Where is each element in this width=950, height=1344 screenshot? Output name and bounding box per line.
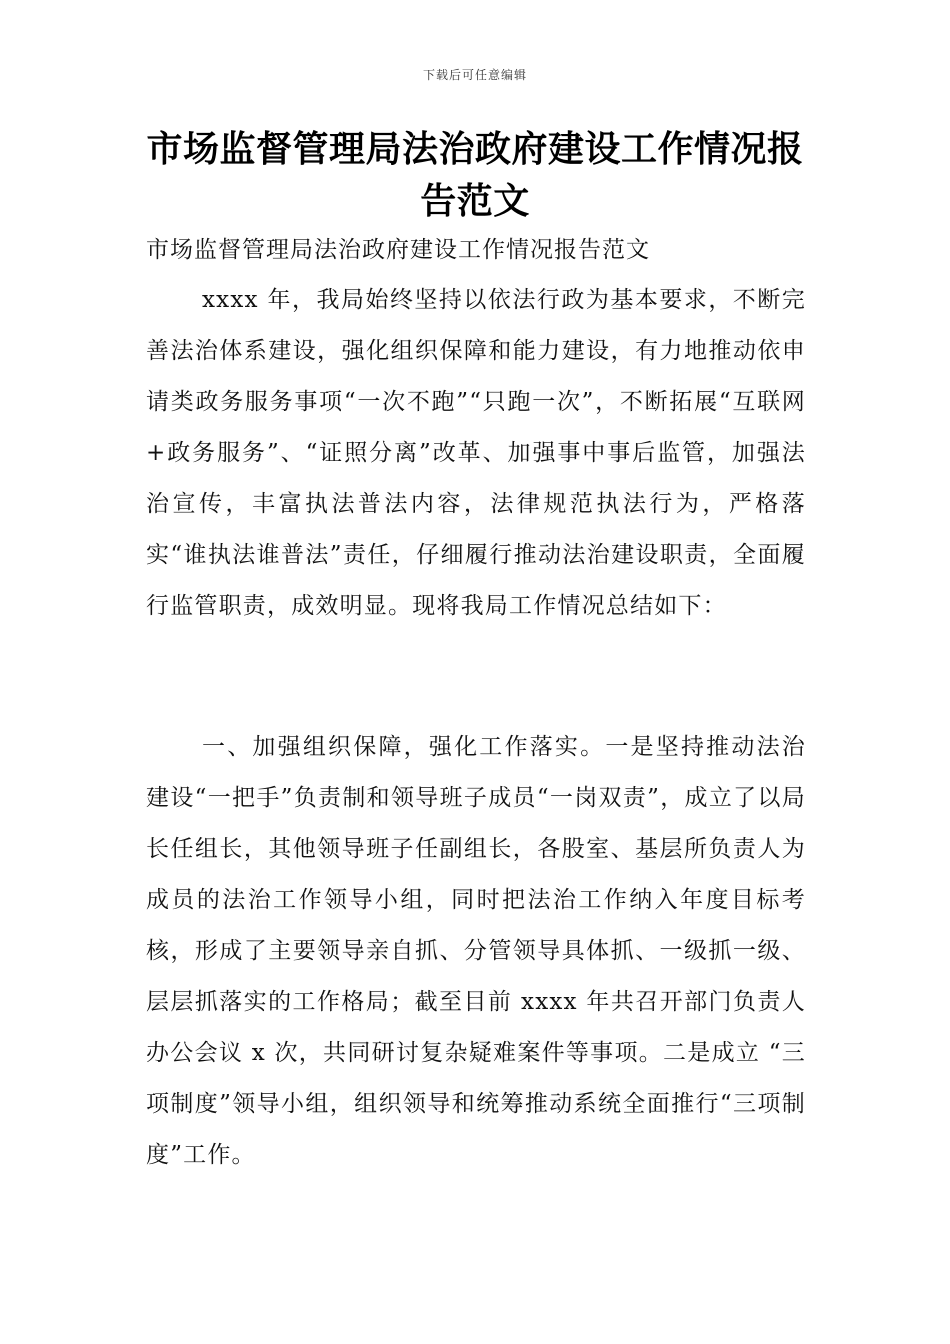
document-subtitle: 市场监督管理局法治政府建设工作情况报告范文 [146, 237, 650, 263]
document-title: 市场监督管理局法治政府建设工作情况报告范文 [146, 129, 804, 222]
body-paragraph-section-1: 一、加强组织保障，强化工作落实。一是坚持推动法治建设“一把手”负责制和领导班子成员“一岗双责”，成立了以局长任组长，其他领导班子任副组长，各股室、基层所负责人为成员的法治工作领导小组，同时把法治工作纳入年度目标考核，形成了主要领导亲自抓、分管领导具体抓、一级抓一级、层层抓落实的工作格局；截至目前 xxxx 年共召开部门负责人办公会议 x 次，共同研讨复杂疑难案件等事项。二是成立 “三项制度”领导小组，组织领导和统筹推动系统全面推行“三项制度”工作。 [146, 734, 806, 1168]
header-note: 下载后可任意编辑 [422, 68, 527, 82]
body-paragraph-intro: xxxx 年，我局始终坚持以依法行政为基本要求，不断完善法治体系建设，强化组织保障和能力建设，有力地推动依申请类政务服务事项“一次不跑”“只跑一次”，不断拓展“互联网+政务服务”、“证照分离”改革、加强事中事后监管，加强法治宣传，丰富执法普法内容，法律规范执法行为，严格落实“谁执法谁普法”责任，仔细履行推动法治建设职责，全面履行监管职责，成效明显。现将我局工作情况总结如下： [146, 287, 806, 619]
